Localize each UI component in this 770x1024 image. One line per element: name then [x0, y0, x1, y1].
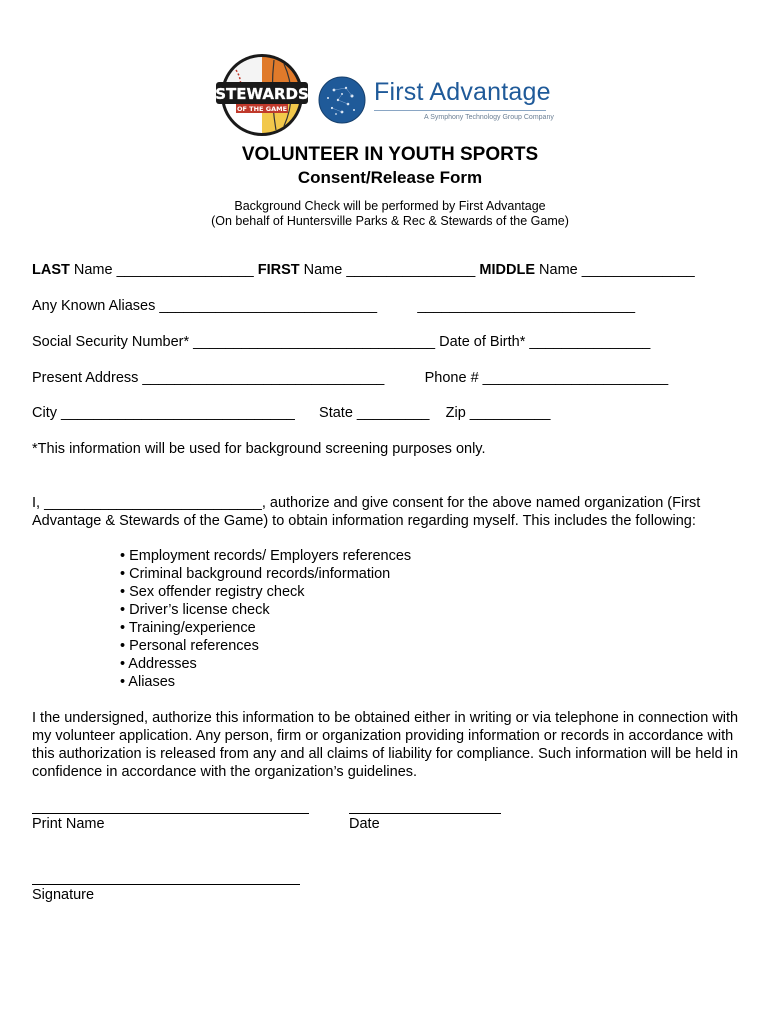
last-name-label: LAST — [32, 262, 70, 278]
list-item: • Sex offender registry check — [120, 584, 305, 600]
address-phone-field[interactable]: Present Address ______________________________ Phone # _______________________ — [32, 370, 669, 386]
list-item: • Personal references — [120, 638, 259, 654]
stewards-of-the-game-logo — [214, 52, 310, 138]
svg-text:OF THE GAME: OF THE GAME — [236, 105, 288, 113]
aliases-field[interactable]: Any Known Aliases ___________________________ ___________________________ — [32, 298, 636, 314]
first-name-label: FIRST — [257, 262, 300, 278]
authorization-paragraph: I the undersigned, authorize this information to be obtained either in writing or via telephone in connection with my volunteer application. Any person, firm or organization providing information or records in accordance with this authorization is released from any and all claims of liability for compliance. Such information will be held in confidence in accordance with the organization’s guidelines. — [32, 710, 739, 780]
date-label: Date — [349, 816, 380, 832]
first-advantage-globe-icon — [318, 76, 366, 124]
city-state-zip-field[interactable]: City _____________________________ State _________ Zip __________ — [32, 405, 551, 421]
name-row — [32, 262, 695, 278]
stewards-logo-text: STEWARDS — [215, 85, 309, 103]
signature-line[interactable] — [32, 884, 300, 885]
middle-name-field[interactable]: Name ______________ — [535, 262, 695, 278]
consent-paragraph: I, ___________________________, authorize and give consent for the above named organization (First Advantage & Stewards of the Game) to obtain information regarding myself. This includes the following: — [32, 495, 701, 529]
form-subtitle: Consent/Release Form — [297, 168, 483, 187]
date-line[interactable] — [349, 813, 501, 814]
logo-divider — [374, 110, 546, 111]
list-item: • Driver’s license check — [120, 602, 270, 618]
ssn-dob-field[interactable]: Social Security Number* ______________________________ Date of Birth* _______________ — [32, 334, 651, 350]
list-item: • Criminal background records/information — [120, 566, 391, 582]
form-title: VOLUNTEER IN YOUTH SPORTS — [241, 144, 539, 165]
on-behalf-note: (On behalf of Huntersville Parks & Rec & Stewards of the Game) — [211, 214, 569, 228]
checks-list — [120, 547, 411, 691]
print-name-label: Print Name — [32, 816, 105, 832]
list-item: • Training/experience — [120, 620, 256, 636]
list-item: • Addresses — [120, 656, 197, 672]
first-name-field[interactable]: Name ________________ — [299, 262, 480, 278]
screening-footnote: *This information will be used for background screening purposes only. — [32, 441, 486, 457]
list-item: • Aliases — [120, 674, 176, 690]
last-name-field[interactable]: Name _________________ — [69, 262, 258, 278]
middle-name-label: MIDDLE — [479, 262, 535, 278]
first-advantage-tagline: A Symphony Technology Group Company — [424, 114, 554, 121]
print-name-line[interactable] — [32, 813, 309, 814]
list-item: • Employment records/ Employers references — [120, 548, 412, 564]
signature-label: Signature — [32, 887, 95, 903]
background-check-note: Background Check will be performed by First Advantage — [234, 199, 546, 213]
first-advantage-wordmark: First Advantage — [374, 78, 551, 106]
